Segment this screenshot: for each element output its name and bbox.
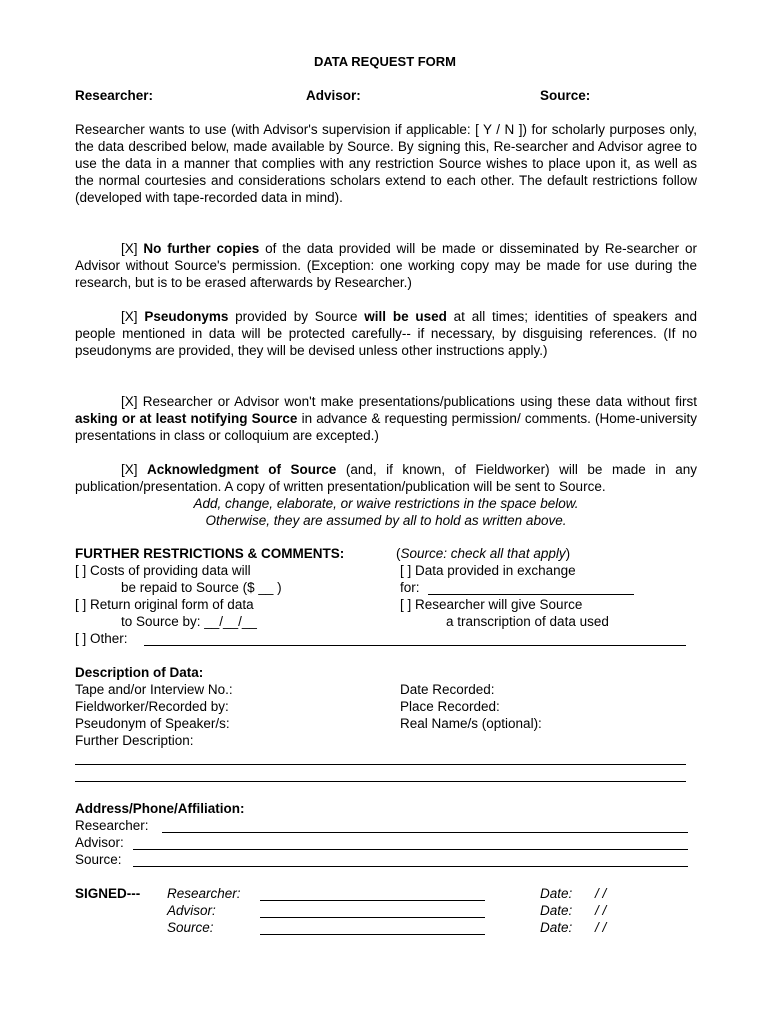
address-source-label: Source: (75, 852, 122, 867)
restriction-bold: No further copies (143, 241, 260, 256)
source-date-label: Date: (540, 920, 573, 935)
restriction-presentations (75, 393, 697, 444)
costs-checkbox[interactable]: [ ] Costs of providing data will (75, 563, 251, 578)
restriction-checkbox[interactable]: [X] (121, 309, 138, 324)
restriction-bold-2: will be used (364, 309, 447, 324)
pseudonym-label: Pseudonym of Speaker/s: (75, 716, 230, 731)
further-restrictions-heading: FURTHER RESTRICTIONS & COMMENTS: (75, 546, 345, 561)
further-note-italic: Source: check all that apply (400, 546, 566, 561)
advisor-date-input[interactable]: / / (595, 903, 607, 918)
restriction-acknowledgment (75, 461, 697, 495)
restriction-pseudonyms (75, 308, 697, 359)
note-open: ( (396, 546, 401, 561)
restriction-text: of the data provided will be made or disseminated by Re-searcher or Advisor without Source's permission. (Exception: one working copy may be made for use during the research, but is to be erased afterwards by Researcher.) (75, 241, 697, 290)
signed-advisor-label: Advisor: (167, 903, 216, 918)
description-heading: Description of Data: (75, 665, 204, 680)
restriction-text: (and, if known, of Fieldworker) will be made in any publication/presentation. A copy of written presentation/publication will be sent to Source. (75, 462, 697, 494)
restriction-bold: Pseudonyms (144, 309, 229, 324)
intro-paragraph: Researcher wants to use (with Advisor's supervision if applicable: [ Y / N ]) for scholarly purposes only, the data described below, made available by Source. By signing this, Re-searcher and Advisor agree to use the data in a manner that complies with any restriction Source wishes to place upon it, as well as the normal courtesies and considerations scholars extend to each other. The default restrictions follow (developed with tape-recorded data in mind). (75, 122, 697, 205)
address-advisor-input[interactable] (133, 849, 688, 850)
other-input[interactable] (144, 645, 686, 646)
further-note (396, 546, 570, 561)
signed-researcher-label: Researcher: (167, 886, 241, 901)
italic-note-line-2: Otherwise, they are assumed by all to hold as written above. (205, 513, 567, 528)
restriction-text-2: at all times; identities of speakers and people mentioned in data will be protected carefully-- if necessary, by disguising references. (If no pseudonyms are provided, they will be devised unless other instructions apply.) (75, 309, 697, 358)
address-researcher-input[interactable] (162, 832, 688, 833)
signed-source-label: Source: (167, 920, 214, 935)
source-header-label: Source: (540, 88, 591, 103)
transcript-label: a transcription of data used (446, 614, 609, 629)
advisor-date-label: Date: (540, 903, 573, 918)
exchange-for-input[interactable] (428, 594, 634, 595)
real-name-label: Real Name/s (optional): (400, 716, 542, 731)
address-source-input[interactable] (133, 866, 688, 867)
address-researcher-label: Researcher: (75, 818, 149, 833)
transcript-checkbox[interactable]: [ ] Researcher will give Source (400, 597, 583, 612)
researcher-date-label: Date: (540, 886, 573, 901)
costs-amount-field[interactable]: be repaid to Source ($ __ ) (121, 580, 282, 595)
date-recorded-label: Date Recorded: (400, 682, 495, 697)
researcher-header-label: Researcher: (75, 88, 154, 103)
address-advisor-label: Advisor: (75, 835, 124, 850)
further-restrictions-row (75, 546, 344, 561)
return-date-field[interactable]: to Source by: __/__/__ (121, 614, 257, 629)
restriction-checkbox[interactable]: [X] (121, 462, 138, 477)
note-close: ) (565, 546, 571, 561)
restriction-text: Researcher or Advisor won't make presentations/publications using these data without first (142, 394, 697, 409)
restriction-text: provided by Source (228, 309, 365, 324)
form-title: DATA REQUEST FORM (313, 54, 457, 69)
source-date-input[interactable]: / / (595, 920, 607, 935)
restriction-no-copies (75, 240, 697, 291)
place-recorded-label: Place Recorded: (400, 699, 500, 714)
other-checkbox[interactable]: [ ] Other: (75, 631, 128, 646)
restriction-checkbox[interactable]: [X] (121, 394, 138, 409)
advisor-header-label: Advisor: (306, 88, 361, 103)
restriction-bold: asking or at least notifying Source (75, 411, 298, 426)
address-heading: Address/Phone/Affiliation: (75, 801, 245, 816)
exchange-for-label: for: (400, 580, 420, 595)
signed-label: SIGNED--- (75, 886, 141, 901)
restriction-text-2: in advance & requesting permission/ comments. (Home-university presentations in class or colloquium are excepted.) (75, 411, 697, 443)
restriction-checkbox[interactable]: [X] (121, 241, 138, 256)
italic-note-line-1: Add, change, elaborate, or waive restrictions in the space below. (193, 496, 579, 511)
researcher-signature-input[interactable] (260, 900, 485, 901)
advisor-signature-input[interactable] (260, 917, 485, 918)
further-description-label: Further Description: (75, 733, 194, 748)
return-checkbox[interactable]: [ ] Return original form of data (75, 597, 254, 612)
researcher-date-input[interactable]: / / (595, 886, 607, 901)
description-input-line-1[interactable] (75, 764, 686, 765)
source-signature-input[interactable] (260, 934, 485, 935)
restriction-bold: Acknowledgment of Source (147, 462, 337, 477)
fieldworker-label: Fieldworker/Recorded by: (75, 699, 229, 714)
description-input-line-2[interactable] (75, 781, 686, 782)
exchange-checkbox[interactable]: [ ] Data provided in exchange (400, 563, 576, 578)
tape-label: Tape and/or Interview No.: (75, 682, 233, 697)
